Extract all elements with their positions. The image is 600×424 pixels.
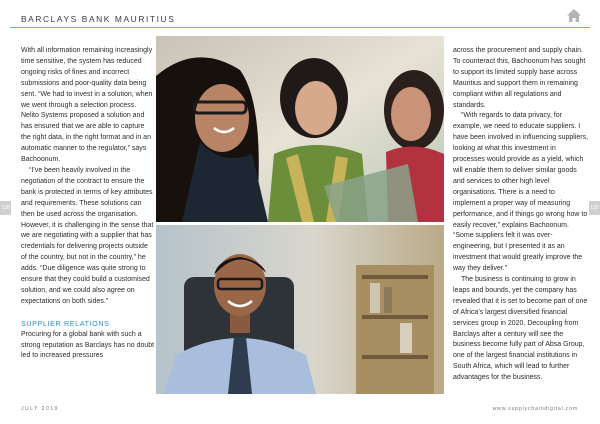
page-number-right: 139 bbox=[589, 201, 600, 215]
article-column-left bbox=[21, 46, 155, 362]
issue-date: JULY 2019 bbox=[21, 406, 59, 412]
paragraph: across the procurement and supply chain. To counteract this, Bachoonum has sought to support its limited supply base across Mauritius and support them in remaining compliant within all regulations and standards. bbox=[453, 47, 586, 109]
website-link[interactable]: www.supplychaindigital.com bbox=[492, 406, 578, 412]
article-column-right bbox=[453, 46, 589, 384]
page-number-left: 138 bbox=[0, 201, 11, 215]
paragraph: “With regards to data privacy, for example, we need to educate suppliers. I have been involved in influencing suppliers, looking at what this investment in processes would provide as a yield, which will enable them to deliver similar goods and services to other high level organisations. There is a need to implement a proper way of measuring performance, and if things go wrong how to easily recover,” explains Bachoonum. “Some suppliers felt it was over-engineering, but I presented it as an investment that would greatly improve the way they deliver.” bbox=[453, 112, 589, 273]
paragraph: “I’ve been heavily involved in the negotiation of the contract to ensure the bank is protected in terms of key attributes and requirements. These solutions can then be used across the organisation. However, it is challenging in the sense that we are negotiating with a supplier that has credentials for delivering projects outside of the country, but not in the country,” he adds. “Due diligence was quite strong to ensure that they could build a customised solution, and we could also agree on expectations on both sides.” bbox=[21, 166, 154, 305]
publication-title: BARCLAYS BANK MAURITIUS bbox=[21, 14, 176, 24]
paragraph: Procuring for a global bank with such a strong reputation as Barclays has no doubt led to increased pressures bbox=[21, 330, 155, 360]
paragraph: The business is continuing to grow in leaps and bounds, yet the company has revealed that it is set to become part of one of Africa’s largest diversified financial services group in 2020. Decoupling from Barclays after a century will see the business become fully part of Absa Group, one of the largest financial institutions in South Africa, which will lead to further advantages for the business. bbox=[453, 276, 588, 382]
photo-young-professional bbox=[156, 225, 444, 394]
paragraph: With all information remaining increasingly time sensitive, the system has reduced ongoing risks of fines and incorrect submissions and poor-quality data being sent. “We had to invest in a solution, when we went through a selection process. Nelito Systems proposed a solution and has ensured that we are able to capture the right data, in the right format and in an automatic manner to the regulator,” says Bachoonum. bbox=[21, 47, 153, 164]
section-heading: SUPPLIER RELATIONS bbox=[21, 318, 110, 328]
header-divider bbox=[10, 27, 590, 28]
photo-students-group bbox=[156, 36, 444, 222]
home-icon[interactable] bbox=[566, 8, 582, 23]
